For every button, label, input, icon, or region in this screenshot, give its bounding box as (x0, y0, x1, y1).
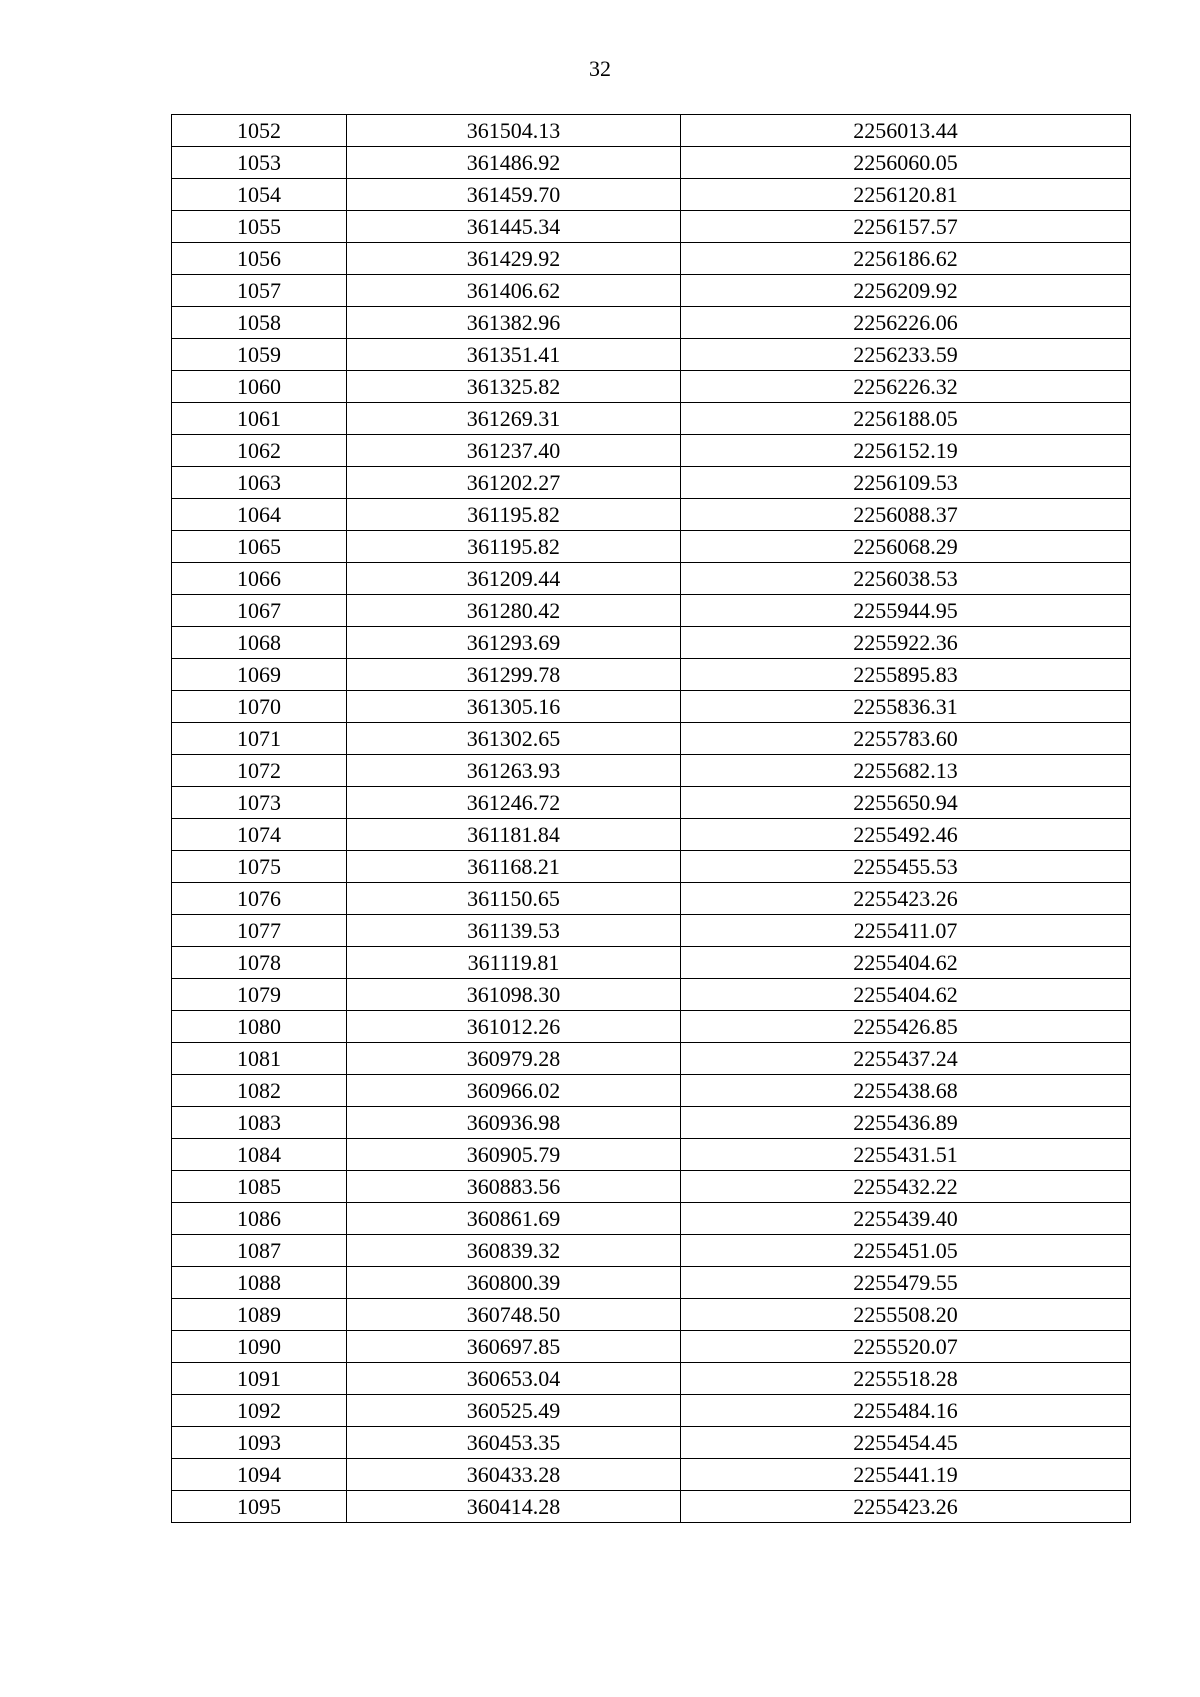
y-coordinate-cell: 2256038.53 (681, 563, 1131, 595)
y-coordinate-cell: 2256188.05 (681, 403, 1131, 435)
table-row (172, 979, 1131, 1011)
point-number-cell: 1073 (172, 787, 347, 819)
y-coordinate-cell: 2256109.53 (681, 467, 1131, 499)
x-coordinate-cell: 360433.28 (347, 1459, 681, 1491)
point-number-cell: 1082 (172, 1075, 347, 1107)
y-coordinate-cell: 2255895.83 (681, 659, 1131, 691)
x-coordinate-cell: 361445.34 (347, 211, 681, 243)
table-row (172, 1107, 1131, 1139)
table-row (172, 371, 1131, 403)
x-coordinate-cell: 361168.21 (347, 851, 681, 883)
table-row (172, 595, 1131, 627)
coordinates-table (171, 114, 1131, 1523)
y-coordinate-cell: 2255455.53 (681, 851, 1131, 883)
y-coordinate-cell: 2255441.19 (681, 1459, 1131, 1491)
point-number-cell: 1084 (172, 1139, 347, 1171)
x-coordinate-cell: 361351.41 (347, 339, 681, 371)
point-number-cell: 1093 (172, 1427, 347, 1459)
point-number-cell: 1052 (172, 115, 347, 147)
table-row (172, 691, 1131, 723)
point-number-cell: 1087 (172, 1235, 347, 1267)
y-coordinate-cell: 2255436.89 (681, 1107, 1131, 1139)
point-number-cell: 1066 (172, 563, 347, 595)
x-coordinate-cell: 360883.56 (347, 1171, 681, 1203)
point-number-cell: 1056 (172, 243, 347, 275)
table-row (172, 1363, 1131, 1395)
x-coordinate-cell: 361299.78 (347, 659, 681, 691)
y-coordinate-cell: 2256088.37 (681, 499, 1131, 531)
y-coordinate-cell: 2256209.92 (681, 275, 1131, 307)
table-row (172, 1043, 1131, 1075)
x-coordinate-cell: 361429.92 (347, 243, 681, 275)
point-number-cell: 1092 (172, 1395, 347, 1427)
table-row (172, 819, 1131, 851)
table-row (172, 915, 1131, 947)
x-coordinate-cell: 361406.62 (347, 275, 681, 307)
x-coordinate-cell: 361012.26 (347, 1011, 681, 1043)
x-coordinate-cell: 361459.70 (347, 179, 681, 211)
x-coordinate-cell: 361280.42 (347, 595, 681, 627)
y-coordinate-cell: 2255423.26 (681, 1491, 1131, 1523)
y-coordinate-cell: 2255508.20 (681, 1299, 1131, 1331)
table-row (172, 1395, 1131, 1427)
x-coordinate-cell: 361246.72 (347, 787, 681, 819)
x-coordinate-cell: 361293.69 (347, 627, 681, 659)
x-coordinate-cell: 361098.30 (347, 979, 681, 1011)
table-row (172, 947, 1131, 979)
point-number-cell: 1081 (172, 1043, 347, 1075)
table-row (172, 243, 1131, 275)
table-row (172, 1171, 1131, 1203)
y-coordinate-cell: 2256060.05 (681, 147, 1131, 179)
y-coordinate-cell: 2255518.28 (681, 1363, 1131, 1395)
point-number-cell: 1068 (172, 627, 347, 659)
table-row (172, 467, 1131, 499)
table-row (172, 659, 1131, 691)
point-number-cell: 1095 (172, 1491, 347, 1523)
table-row (172, 627, 1131, 659)
x-coordinate-cell: 360861.69 (347, 1203, 681, 1235)
page-number: 32 (589, 56, 611, 81)
x-coordinate-cell: 360839.32 (347, 1235, 681, 1267)
table-row (172, 851, 1131, 883)
y-coordinate-cell: 2256226.32 (681, 371, 1131, 403)
point-number-cell: 1072 (172, 755, 347, 787)
table-row (172, 1011, 1131, 1043)
table-row (172, 1427, 1131, 1459)
x-coordinate-cell: 361195.82 (347, 531, 681, 563)
x-coordinate-cell: 361305.16 (347, 691, 681, 723)
y-coordinate-cell: 2255944.95 (681, 595, 1131, 627)
point-number-cell: 1055 (172, 211, 347, 243)
x-coordinate-cell: 361486.92 (347, 147, 681, 179)
point-number-cell: 1053 (172, 147, 347, 179)
table-row (172, 787, 1131, 819)
y-coordinate-cell: 2256226.06 (681, 307, 1131, 339)
point-number-cell: 1075 (172, 851, 347, 883)
y-coordinate-cell: 2255682.13 (681, 755, 1131, 787)
y-coordinate-cell: 2256068.29 (681, 531, 1131, 563)
point-number-cell: 1054 (172, 179, 347, 211)
x-coordinate-cell: 361504.13 (347, 115, 681, 147)
y-coordinate-cell: 2255922.36 (681, 627, 1131, 659)
x-coordinate-cell: 360979.28 (347, 1043, 681, 1075)
y-coordinate-cell: 2255404.62 (681, 979, 1131, 1011)
y-coordinate-cell: 2255411.07 (681, 915, 1131, 947)
x-coordinate-cell: 361302.65 (347, 723, 681, 755)
table-row (172, 755, 1131, 787)
point-number-cell: 1064 (172, 499, 347, 531)
table-row (172, 1331, 1131, 1363)
point-number-cell: 1058 (172, 307, 347, 339)
x-coordinate-cell: 361382.96 (347, 307, 681, 339)
point-number-cell: 1078 (172, 947, 347, 979)
y-coordinate-cell: 2255454.45 (681, 1427, 1131, 1459)
table-row (172, 339, 1131, 371)
x-coordinate-cell: 360905.79 (347, 1139, 681, 1171)
x-coordinate-cell: 360748.50 (347, 1299, 681, 1331)
point-number-cell: 1067 (172, 595, 347, 627)
y-coordinate-cell: 2255836.31 (681, 691, 1131, 723)
y-coordinate-cell: 2255439.40 (681, 1203, 1131, 1235)
table-row (172, 147, 1131, 179)
x-coordinate-cell: 361202.27 (347, 467, 681, 499)
point-number-cell: 1070 (172, 691, 347, 723)
x-coordinate-cell: 360453.35 (347, 1427, 681, 1459)
table-row (172, 307, 1131, 339)
y-coordinate-cell: 2255479.55 (681, 1267, 1131, 1299)
table-row (172, 1203, 1131, 1235)
y-coordinate-cell: 2255437.24 (681, 1043, 1131, 1075)
table-row (172, 211, 1131, 243)
point-number-cell: 1071 (172, 723, 347, 755)
point-number-cell: 1094 (172, 1459, 347, 1491)
point-number-cell: 1077 (172, 915, 347, 947)
point-number-cell: 1076 (172, 883, 347, 915)
y-coordinate-cell: 2255492.46 (681, 819, 1131, 851)
table-row (172, 1299, 1131, 1331)
x-coordinate-cell: 361119.81 (347, 947, 681, 979)
y-coordinate-cell: 2255432.22 (681, 1171, 1131, 1203)
table-row (172, 1235, 1131, 1267)
y-coordinate-cell: 2255404.62 (681, 947, 1131, 979)
table-row (172, 115, 1131, 147)
x-coordinate-cell: 360653.04 (347, 1363, 681, 1395)
table-row (172, 1491, 1131, 1523)
point-number-cell: 1088 (172, 1267, 347, 1299)
point-number-cell: 1065 (172, 531, 347, 563)
table-row (172, 403, 1131, 435)
coordinates-table-body (172, 115, 1131, 1523)
y-coordinate-cell: 2255650.94 (681, 787, 1131, 819)
point-number-cell: 1090 (172, 1331, 347, 1363)
y-coordinate-cell: 2256186.62 (681, 243, 1131, 275)
table-row (172, 435, 1131, 467)
y-coordinate-cell: 2255431.51 (681, 1139, 1131, 1171)
point-number-cell: 1060 (172, 371, 347, 403)
y-coordinate-cell: 2256120.81 (681, 179, 1131, 211)
table-row (172, 179, 1131, 211)
x-coordinate-cell: 361150.65 (347, 883, 681, 915)
y-coordinate-cell: 2256233.59 (681, 339, 1131, 371)
x-coordinate-cell: 361195.82 (347, 499, 681, 531)
table-row (172, 883, 1131, 915)
point-number-cell: 1057 (172, 275, 347, 307)
point-number-cell: 1086 (172, 1203, 347, 1235)
y-coordinate-cell: 2256013.44 (681, 115, 1131, 147)
table-row (172, 499, 1131, 531)
table-row (172, 531, 1131, 563)
y-coordinate-cell: 2255438.68 (681, 1075, 1131, 1107)
point-number-cell: 1091 (172, 1363, 347, 1395)
x-coordinate-cell: 361269.31 (347, 403, 681, 435)
x-coordinate-cell: 361181.84 (347, 819, 681, 851)
table-row (172, 1459, 1131, 1491)
x-coordinate-cell: 361325.82 (347, 371, 681, 403)
y-coordinate-cell: 2256157.57 (681, 211, 1131, 243)
y-coordinate-cell: 2255484.16 (681, 1395, 1131, 1427)
point-number-cell: 1061 (172, 403, 347, 435)
y-coordinate-cell: 2255423.26 (681, 883, 1131, 915)
y-coordinate-cell: 2255783.60 (681, 723, 1131, 755)
point-number-cell: 1063 (172, 467, 347, 499)
x-coordinate-cell: 360697.85 (347, 1331, 681, 1363)
point-number-cell: 1062 (172, 435, 347, 467)
x-coordinate-cell: 360414.28 (347, 1491, 681, 1523)
x-coordinate-cell: 361209.44 (347, 563, 681, 595)
point-number-cell: 1074 (172, 819, 347, 851)
table-row (172, 275, 1131, 307)
x-coordinate-cell: 360800.39 (347, 1267, 681, 1299)
y-coordinate-cell: 2255520.07 (681, 1331, 1131, 1363)
x-coordinate-cell: 360966.02 (347, 1075, 681, 1107)
point-number-cell: 1069 (172, 659, 347, 691)
table-row (172, 723, 1131, 755)
y-coordinate-cell: 2256152.19 (681, 435, 1131, 467)
x-coordinate-cell: 360525.49 (347, 1395, 681, 1427)
x-coordinate-cell: 361139.53 (347, 915, 681, 947)
table-row (172, 563, 1131, 595)
x-coordinate-cell: 361237.40 (347, 435, 681, 467)
y-coordinate-cell: 2255451.05 (681, 1235, 1131, 1267)
y-coordinate-cell: 2255426.85 (681, 1011, 1131, 1043)
table-row (172, 1139, 1131, 1171)
point-number-cell: 1079 (172, 979, 347, 1011)
point-number-cell: 1085 (172, 1171, 347, 1203)
point-number-cell: 1080 (172, 1011, 347, 1043)
point-number-cell: 1059 (172, 339, 347, 371)
x-coordinate-cell: 360936.98 (347, 1107, 681, 1139)
point-number-cell: 1089 (172, 1299, 347, 1331)
point-number-cell: 1083 (172, 1107, 347, 1139)
table-row (172, 1267, 1131, 1299)
table-row (172, 1075, 1131, 1107)
x-coordinate-cell: 361263.93 (347, 755, 681, 787)
